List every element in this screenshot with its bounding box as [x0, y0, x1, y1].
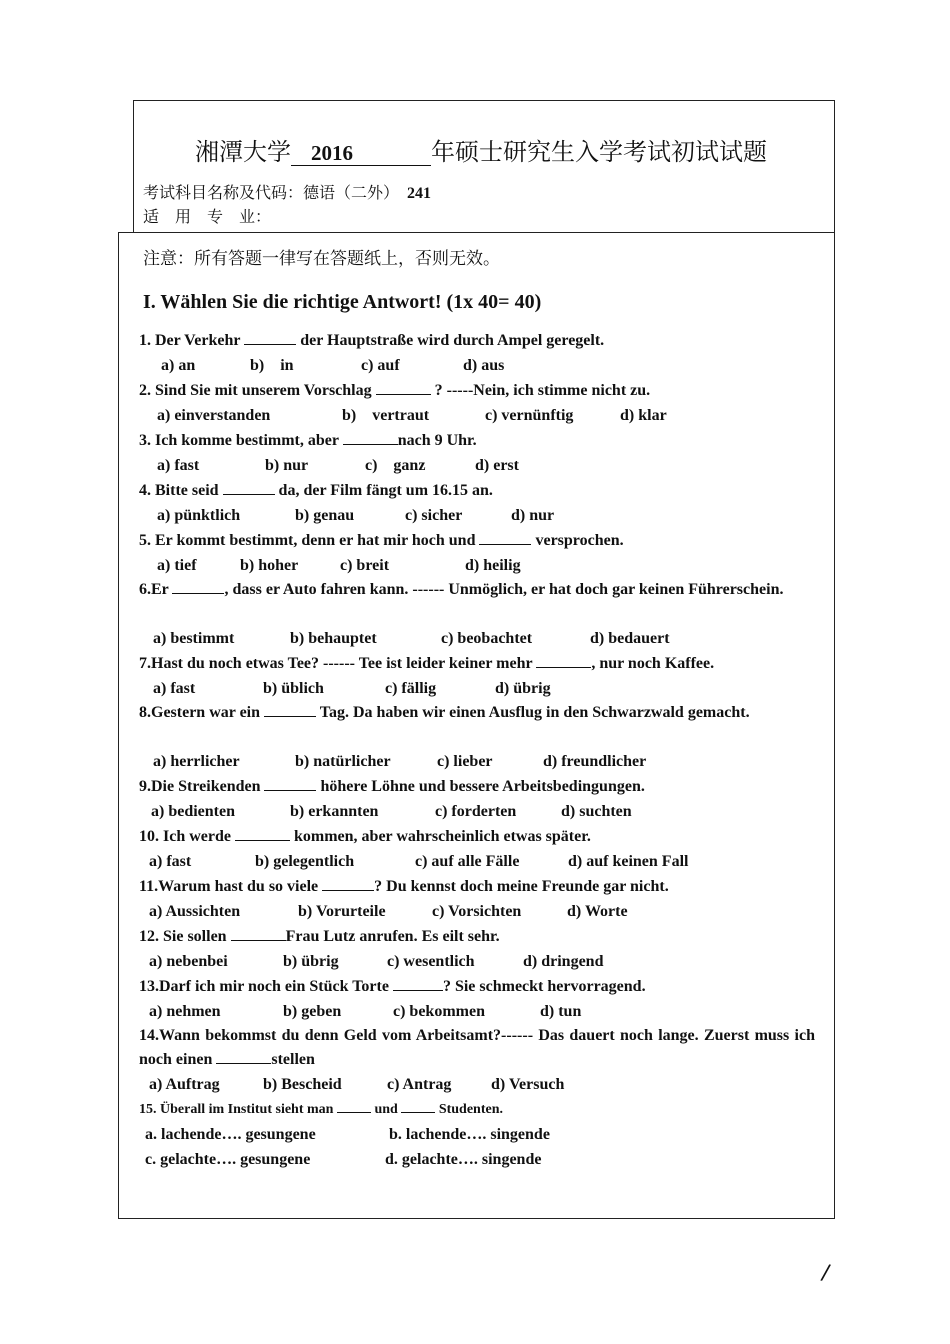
- option-d: d. gelachte…. singende: [385, 1151, 542, 1168]
- instruction-note: 注意：所有答题一律写在答题纸上，否则无效。: [143, 249, 500, 268]
- option-c: c. gelachte…. gesungene: [145, 1151, 311, 1168]
- question-text-end: Frau Lutz anrufen. Es eilt sehr.: [285, 928, 500, 945]
- option-c: c) beobachtet: [441, 630, 533, 647]
- page-mark: /: [819, 1257, 832, 1288]
- exam-year: 2016: [291, 141, 431, 166]
- question-4: [135, 478, 825, 528]
- question-11: [135, 874, 825, 924]
- option-b: b) Bescheid: [263, 1076, 342, 1093]
- question-text: 13.Darf ich mir noch ein Stück Torte: [139, 978, 389, 995]
- option-d: d) Versuch: [491, 1076, 565, 1093]
- question-text: 9.Die Streikenden: [139, 778, 261, 795]
- question-text-end: der Hauptstraße wird durch Ampel geregelt.: [300, 332, 605, 349]
- question-2: [135, 378, 825, 428]
- question-5: [135, 528, 825, 578]
- option-b: b) in: [250, 357, 294, 374]
- question-text: 1. Der Verkehr: [139, 332, 241, 349]
- option-a: a) einverstanden: [157, 407, 271, 424]
- question-6: [135, 578, 825, 651]
- major-label: 适 用 专 业：: [143, 209, 272, 226]
- question-text: 15. Überall im Institut sieht man: [139, 1102, 334, 1117]
- question-12: [135, 924, 825, 974]
- option-a: a) tief: [157, 557, 197, 574]
- question-10: [135, 824, 825, 874]
- question-9: [135, 774, 825, 824]
- option-c: c) vernünftig: [485, 407, 574, 424]
- option-a: a) herrlicher: [153, 753, 240, 770]
- option-a: a) bedienten: [151, 803, 235, 820]
- question-text: 7.Hast du noch etwas Tee? ------ Tee ist leider keiner mehr: [139, 655, 533, 672]
- answer-blank: [235, 826, 290, 841]
- option-b: b) Vorurteile: [298, 903, 386, 920]
- question-text-end: versprochen.: [535, 532, 624, 549]
- option-b: b) nur: [265, 457, 309, 474]
- answer-blank: [244, 330, 296, 345]
- option-d: d) übrig: [495, 680, 551, 697]
- major-line: [143, 204, 271, 227]
- option-b: b) vertraut: [342, 407, 430, 424]
- answer-blank: [172, 579, 224, 594]
- question-text: 2. Sind Sie mit unserem Vorschlag: [139, 382, 372, 399]
- option-b: b) übrig: [283, 953, 339, 970]
- option-a: a) Aussichten: [149, 903, 241, 920]
- question-text-end: nach 9 Uhr.: [397, 432, 477, 449]
- question-13: [135, 974, 825, 1024]
- question-text-end: höhere Löhne und bessere Arbeitsbedingungen.: [320, 778, 645, 795]
- option-c: c) lieber: [437, 753, 493, 770]
- option-a: a) fast: [149, 853, 192, 870]
- option-b: b) gelegentlich: [255, 853, 355, 870]
- question-text: 14.Wann bekommst du denn Geld vom Arbeitsamt?------ Das dauert noch lange. Zuerst muss ich noch einen: [139, 1027, 815, 1068]
- option-b: b) geben: [283, 1003, 342, 1020]
- option-c: c) sicher: [405, 507, 463, 524]
- option-b: b) erkannten: [290, 803, 379, 820]
- option-d: d) auf keinen Fall: [568, 853, 689, 870]
- question-text-end: Studenten.: [438, 1102, 503, 1117]
- question-text: 8.Gestern war ein: [139, 704, 261, 721]
- option-a: a) Auftrag: [149, 1076, 220, 1093]
- option-b: b) hoher: [240, 557, 299, 574]
- option-d: d) tun: [540, 1003, 582, 1020]
- answer-blank: [376, 380, 431, 395]
- answer-blank: [536, 653, 591, 668]
- option-a: a. lachende…. gesungene: [145, 1126, 316, 1143]
- question-text: 10. Ich werde: [139, 828, 231, 845]
- option-d: d) dringend: [523, 953, 604, 970]
- option-c: c) wesentlich: [387, 953, 475, 970]
- option-d: d) freundlicher: [543, 753, 647, 770]
- question-text-end: ? Sie schmeckt hervorragend.: [442, 978, 646, 995]
- option-b: b) behauptet: [290, 630, 377, 647]
- question-text: 4. Bitte seid: [139, 482, 219, 499]
- question-text-end: ? -----Nein, ich stimme nicht zu.: [434, 382, 651, 399]
- option-b: b) üblich: [263, 680, 324, 697]
- option-a: a) fast: [157, 457, 200, 474]
- answer-blank: [223, 480, 275, 495]
- question-text-end: stellen: [271, 1051, 315, 1068]
- question-8: [135, 701, 825, 774]
- option-c: c) fällig: [385, 680, 437, 697]
- option-c: c) ganz: [365, 457, 426, 474]
- option-d: d) suchten: [561, 803, 632, 820]
- subject-line: [143, 180, 431, 203]
- option-d: d) erst: [475, 457, 519, 474]
- question-text: 11.Warum hast du so viele: [139, 878, 319, 895]
- option-b: b) natürlicher: [295, 753, 391, 770]
- option-b: b) genau: [295, 507, 355, 524]
- question-text-end: , nur noch Kaffee.: [591, 655, 715, 672]
- question-text: 12. Sie sollen: [139, 928, 227, 945]
- option-c: c) auf: [361, 357, 400, 374]
- option-a: a) an: [161, 357, 196, 374]
- option-a: a) nebenbei: [149, 953, 228, 970]
- question-text-end: ? Du kennst doch meine Freunde gar nicht.: [374, 878, 669, 895]
- answer-blank: [337, 1098, 371, 1113]
- question-text-end: da, der Film fängt um 16.15 an.: [278, 482, 493, 499]
- title-suffix: 年硕士研究生入学考试初试试题: [431, 140, 767, 166]
- option-d: d) aus: [463, 357, 505, 374]
- option-a: a) fast: [153, 680, 196, 697]
- section-title: I. Wählen Sie die richtige Antwort! (1x 40= 40): [143, 291, 542, 313]
- question-text-mid: und: [374, 1102, 398, 1117]
- option-a: a) pünktlich: [157, 507, 241, 524]
- subject-value: 德语（二外）: [303, 185, 400, 202]
- option-a: a) nehmen: [149, 1003, 221, 1020]
- option-a: a) bestimmt: [153, 630, 235, 647]
- university-name: 湘潭大学: [195, 140, 291, 166]
- question-list: [135, 328, 825, 1172]
- question-text-end: , dass er Auto fahren kann. ------ Unmöglich, er hat doch gar keinen Führerschein.: [224, 581, 784, 598]
- question-text-end: Tag. Da haben wir einen Ausflug in den Schwarzwald gemacht.: [319, 704, 750, 721]
- option-d: d) Worte: [567, 903, 628, 920]
- subject-code: 241: [407, 185, 432, 202]
- question-15: [135, 1097, 825, 1172]
- question-text: 3. Ich komme bestimmt, aber: [139, 432, 339, 449]
- answer-blank: [264, 702, 316, 717]
- option-c: c) Vorsichten: [432, 903, 522, 920]
- option-d: d) nur: [511, 507, 555, 524]
- answer-blank: [322, 876, 374, 891]
- option-b: b. lachende…. singende: [389, 1126, 550, 1143]
- option-c: c) auf alle Fälle: [415, 853, 520, 870]
- question-1: [135, 328, 825, 378]
- option-d: d) bedauert: [590, 630, 670, 647]
- question-text-end: kommen, aber wahrscheinlich etwas später.: [293, 828, 591, 845]
- answer-blank: [479, 530, 531, 545]
- option-c: c) forderten: [435, 803, 517, 820]
- option-c: c) Antrag: [387, 1076, 452, 1093]
- answer-blank: [264, 776, 316, 791]
- answer-blank: [231, 926, 286, 941]
- question-3: [135, 428, 825, 478]
- option-d: d) klar: [620, 407, 667, 424]
- exam-title: [195, 138, 767, 168]
- answer-blank: [393, 976, 443, 991]
- option-c: c) breit: [340, 557, 390, 574]
- question-14: [135, 1024, 825, 1097]
- question-7: [135, 651, 825, 701]
- question-text: 5. Er kommt bestimmt, denn er hat mir hoch und: [139, 532, 476, 549]
- subject-label: 考试科目名称及代码：: [143, 185, 304, 202]
- option-c: c) bekommen: [393, 1003, 485, 1020]
- answer-blank: [401, 1098, 435, 1113]
- answer-blank: [216, 1049, 271, 1064]
- answer-blank: [343, 430, 398, 445]
- question-text: 6.Er: [139, 581, 169, 598]
- option-d: d) heilig: [465, 557, 521, 574]
